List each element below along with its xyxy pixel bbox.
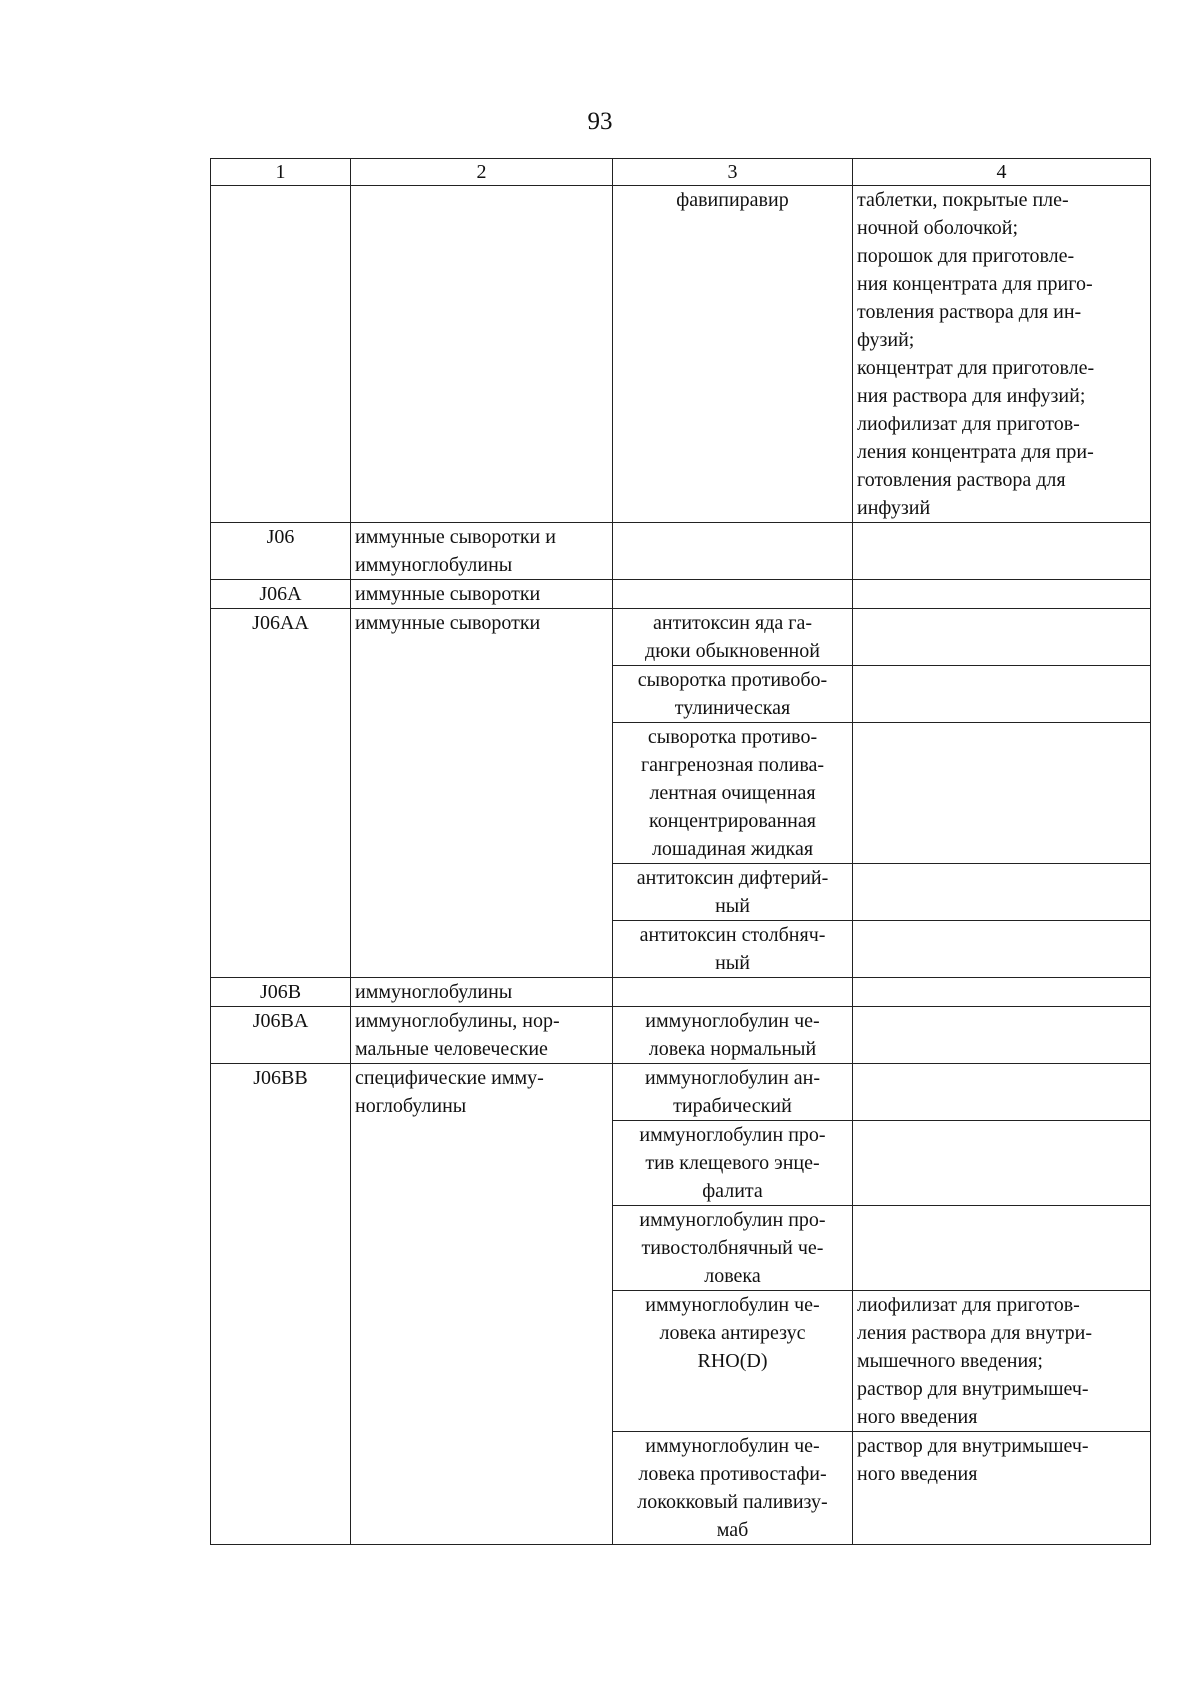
group-name-cell <box>351 609 613 978</box>
drug-name-line: гангренозная полива- <box>640 754 825 776</box>
table-row <box>211 1064 1151 1121</box>
table-row <box>211 609 1151 666</box>
dosage-form-line: ночной оболочкой; <box>857 217 1019 239</box>
dosage-form-cell <box>853 523 1151 580</box>
drug-name-line: фалита <box>702 1180 763 1202</box>
atc-code-cell: J06AA <box>211 609 351 978</box>
atc-code-cell: J06 <box>211 523 351 580</box>
table-row <box>211 523 1151 580</box>
group-name-line: иммуноглобулины <box>355 981 513 1003</box>
drug-name-line: иммуноглобулин че- <box>645 1435 820 1457</box>
drug-name-line: ный <box>715 952 750 974</box>
table-header-row <box>211 159 1151 186</box>
drug-name-cell <box>613 666 853 723</box>
drug-name-line: иммуноглобулин че- <box>645 1010 820 1032</box>
column-header: 3 <box>613 159 853 186</box>
drug-name-line: иммуноглобулин про- <box>639 1124 826 1146</box>
atc-code-cell: J06BB <box>211 1064 351 1545</box>
group-name-cell <box>351 1007 613 1064</box>
drug-name-line: концентрированная <box>649 810 816 832</box>
group-name-line: иммунные сыворотки и <box>355 526 556 548</box>
dosage-form-line: лиофилизат для приготов- <box>857 1294 1080 1316</box>
drug-name-line: ловека антирезус <box>659 1322 806 1344</box>
drug-name-line: лошадиная жидкая <box>651 838 814 860</box>
dosage-form-line: ления концентрата для при- <box>857 441 1094 463</box>
dosage-form-cell <box>853 609 1151 666</box>
group-name-line: иммуноглобулины <box>355 554 513 576</box>
drug-name-cell <box>613 1432 853 1545</box>
drug-name-line: дюки обыкновенной <box>645 640 820 662</box>
drug-name-line: иммуноглобулин че- <box>645 1294 820 1316</box>
drug-name-cell <box>613 1291 853 1432</box>
dosage-form-line: мышечного введения; <box>857 1350 1043 1372</box>
column-header: 4 <box>853 159 1151 186</box>
drug-name-line: ный <box>715 895 750 917</box>
dosage-form-line: ного введения <box>857 1463 978 1485</box>
drug-name-line: сыворотка противобо- <box>637 669 828 691</box>
drug-name-line: тивостолбнячный че- <box>641 1237 824 1259</box>
page-number: 93 <box>587 108 613 135</box>
drug-name-line: тив клещевого энце- <box>645 1152 820 1174</box>
dosage-form-cell <box>853 1007 1151 1064</box>
drug-name-cell <box>613 1007 853 1064</box>
group-name-cell <box>351 978 613 1007</box>
group-name-cell <box>351 186 613 523</box>
drug-name-cell <box>613 186 853 523</box>
dosage-form-cell <box>853 978 1151 1007</box>
table-row <box>211 186 1151 523</box>
dosage-form-line: раствор для внутримышеч- <box>857 1435 1089 1457</box>
drug-name-line: ловека <box>704 1265 761 1287</box>
atc-code-cell: J06A <box>211 580 351 609</box>
column-header: 2 <box>351 159 613 186</box>
dosage-form-cell <box>853 1121 1151 1206</box>
dosage-form-cell <box>853 723 1151 864</box>
drug-name-line: ловека противостафи- <box>638 1463 827 1485</box>
drug-name-line: иммуноглобулин про- <box>639 1209 826 1231</box>
drug-name-cell <box>613 921 853 978</box>
table-row <box>211 978 1151 1007</box>
drug-name-cell <box>613 864 853 921</box>
dosage-form-cell <box>853 1291 1151 1432</box>
dosage-form-line: раствор для внутримышеч- <box>857 1378 1089 1400</box>
medicines-table <box>210 158 1151 1545</box>
drug-name-cell <box>613 978 853 1007</box>
table-row <box>211 580 1151 609</box>
dosage-form-line: готовления раствора для <box>857 469 1066 491</box>
dosage-form-line: фузий; <box>857 329 915 351</box>
atc-code-cell: J06BA <box>211 1007 351 1064</box>
drug-name-line: антитоксин столбняч- <box>639 924 826 946</box>
drug-name-line: лентная очищенная <box>649 782 816 804</box>
group-name-cell <box>351 580 613 609</box>
dosage-form-line: товления раствора для ин- <box>857 301 1082 323</box>
drug-name-cell <box>613 609 853 666</box>
drug-name-line: тирабический <box>673 1095 792 1117</box>
drug-name-cell <box>613 580 853 609</box>
column-header: 1 <box>211 159 351 186</box>
drug-name-line: антитоксин дифтерий- <box>636 867 829 889</box>
dosage-form-cell <box>853 1206 1151 1291</box>
drug-name-line: лококковый паливизу- <box>637 1491 828 1513</box>
dosage-form-cell <box>853 1432 1151 1545</box>
drug-name-cell <box>613 1064 853 1121</box>
drug-name-line: маб <box>716 1519 749 1541</box>
drug-name-cell <box>613 1121 853 1206</box>
drug-name-line: фавипиравир <box>676 189 789 211</box>
drug-name-line: ловека нормальный <box>648 1038 817 1060</box>
atc-code-cell: J06B <box>211 978 351 1007</box>
dosage-form-cell <box>853 864 1151 921</box>
atc-code-cell <box>211 186 351 523</box>
dosage-form-line: ления раствора для внутри- <box>857 1322 1092 1344</box>
dosage-form-line: концентрат для приготовле- <box>857 357 1095 379</box>
dosage-form-cell <box>853 580 1151 609</box>
dosage-form-line: инфузий <box>857 497 931 519</box>
drug-name-cell <box>613 523 853 580</box>
drug-name-line: иммуноглобулин ан- <box>644 1067 821 1089</box>
dosage-form-cell <box>853 666 1151 723</box>
dosage-form-line: ного введения <box>857 1406 978 1428</box>
dosage-form-cell <box>853 186 1151 523</box>
dosage-form-line: таблетки, покрытые пле- <box>857 189 1069 211</box>
group-name-line: специфические имму- <box>355 1067 544 1089</box>
dosage-form-line: ния концентрата для приго- <box>857 273 1093 295</box>
group-name-line: иммунные сыворотки <box>355 583 541 605</box>
drug-name-line: сыворотка противо- <box>647 726 818 748</box>
group-name-line: ноглобулины <box>355 1095 467 1117</box>
drug-name-line: тулиническая <box>674 697 791 719</box>
drug-name-line: антитоксин яда га- <box>653 612 812 634</box>
drug-name-cell <box>613 1206 853 1291</box>
drug-name-line: RHO(D) <box>697 1350 768 1372</box>
group-name-line: иммунные сыворотки <box>355 612 541 634</box>
group-name-cell <box>351 1064 613 1545</box>
group-name-cell <box>351 523 613 580</box>
table-row <box>211 1007 1151 1064</box>
dosage-form-cell <box>853 1064 1151 1121</box>
dosage-form-line: ния раствора для инфузий; <box>857 385 1086 407</box>
group-name-line: мальные человеческие <box>355 1038 548 1060</box>
dosage-form-line: порошок для приготовле- <box>857 245 1075 267</box>
group-name-line: иммуноглобулины, нор- <box>355 1010 560 1032</box>
dosage-form-cell <box>853 921 1151 978</box>
drug-name-cell <box>613 723 853 864</box>
dosage-form-line: лиофилизат для приготов- <box>857 413 1080 435</box>
